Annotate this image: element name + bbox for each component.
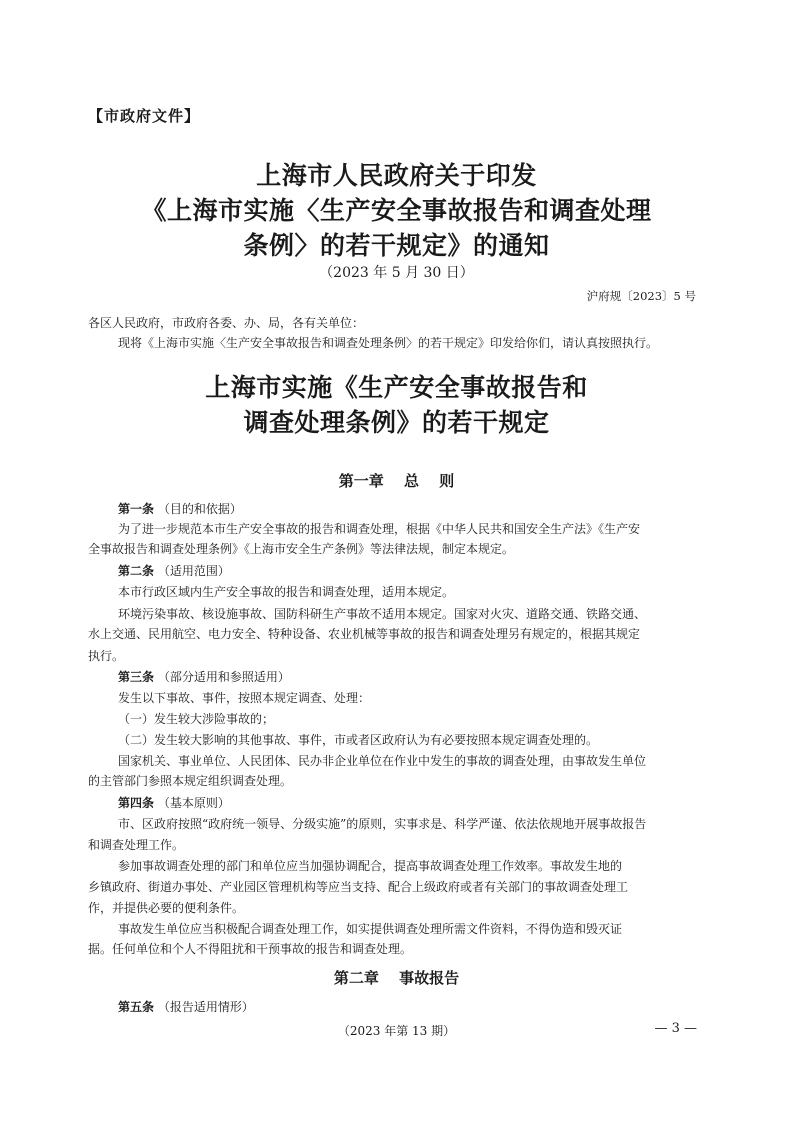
paragraph-line: 的主管部门参照本规定组织调查处理。 (88, 774, 293, 788)
page-number: — 3 — (654, 1021, 697, 1036)
chapter-2-heading: 第二章 事故报告 (333, 969, 460, 987)
paragraph-line: 参加事故调查处理的部门和单位应当加强协调配合，提高事故调查处理工作效率。事故发生地的 (118, 859, 623, 873)
article-label: 第三条 (118, 670, 155, 684)
article-label: 第二条 (118, 564, 155, 578)
article-4-heading (118, 794, 230, 812)
notice-title (0, 158, 793, 263)
article-label: 第一条 (118, 502, 155, 516)
article-topic: （报告适用情形） (157, 1000, 254, 1014)
paragraph-line: 和调查处理工作。 (88, 838, 185, 852)
paragraph-line: 执行。 (88, 649, 125, 663)
paragraph-line: （一）发生较大涉险事故的； (118, 712, 275, 726)
paragraph-line: 国家机关、事业单位、人民团体、民办非企业单位在作业中发生的事故的调查处理，由事故发生单位 (118, 754, 647, 768)
regulation-title (0, 370, 793, 440)
regulation-title-line: 调查处理条例》的若干规定 (243, 408, 550, 437)
chapter-1-heading: 第一章 总 则 (338, 472, 455, 490)
article-label: 第四条 (118, 796, 155, 810)
paragraph-line: 据。任何单位和个人不得阻扰和干预事故的报告和调查处理。 (88, 942, 413, 956)
paragraph-line: 环境污染事故、核设施事故、国防科研生产事故不适用本规定。国家对火灾、道路交通、铁路交通、 (118, 607, 647, 621)
paragraph-line: 事故发生单位应当积极配合调查处理工作，如实提供调查处理所需文件资料，不得伪造和毁灭证 (118, 922, 623, 936)
article-3-heading (118, 668, 290, 686)
article-1-heading (118, 500, 242, 518)
paragraph-line: （二）发生较大影响的其他事故、事件，市或者区政府认为有必要按照本规定调查处理的。 (118, 733, 599, 747)
paragraph-line: 市、区政府按照“政府统一领导、分级实施”的原则，实事求是、科学严谨、依法依规地开展事故报告 (118, 817, 647, 831)
instruction-text: 现将《上海市实施〈生产安全事故报告和调查处理条例〉的若干规定》印发给你们，请认真按照执行。 (118, 336, 659, 350)
article-label: 第五条 (118, 1000, 155, 1014)
notice-title-line: 《上海市实施〈生产安全事故报告和调查处理 (141, 196, 652, 225)
issue-footer: （2023 年第 13 期） (337, 1024, 456, 1038)
paragraph-line: 作，并提供必要的便利条件。 (88, 901, 245, 915)
document-number: 沪府规〔2023〕5 号 (586, 289, 696, 303)
notice-title-line: 上海市人民政府关于印发 (256, 161, 537, 190)
addressee: 各区人民政府，市政府各委、办、局，各有关单位： (88, 316, 365, 330)
article-topic: （基本原则） (157, 796, 230, 810)
regulation-title-line: 上海市实施《生产安全事故报告和 (205, 373, 588, 402)
paragraph-line: 全事故报告和调查处理条例》《上海市安全生产条例》等法律法规，制定本规定。 (88, 542, 515, 556)
paragraph-line: 乡镇政府、街道办事处、产业园区管理机构等应当支持、配合上级政府或者有关部门的事故调查处理工 (88, 880, 629, 894)
article-topic: （部分适用和参照适用） (157, 670, 290, 684)
paragraph-line: 为了进一步规范本市生产安全事故的报告和调查处理，根据《中华人民共和国安全生产法》《生产安 (118, 522, 641, 536)
paragraph-line: 本市行政区域内生产安全事故的报告和调查处理，适用本规定。 (118, 585, 455, 599)
article-topic: （适用范围） (157, 564, 230, 578)
section-tag: 【市政府文件】 (88, 107, 201, 125)
article-topic: （目的和依据） (157, 502, 242, 516)
paragraph-line: 发生以下事故、事件，按照本规定调查、处理： (118, 691, 371, 705)
article-2-heading (118, 562, 230, 580)
notice-title-line: 条例〉的若干规定》的通知 (243, 231, 550, 260)
notice-date: （2023 年 5 月 30 日） (319, 265, 474, 281)
paragraph-line: 水上交通、民用航空、电力安全、特种设备、农业机械等事故的报告和调查处理另有规定的，根据其规定 (88, 627, 641, 641)
article-5-heading (118, 998, 254, 1016)
